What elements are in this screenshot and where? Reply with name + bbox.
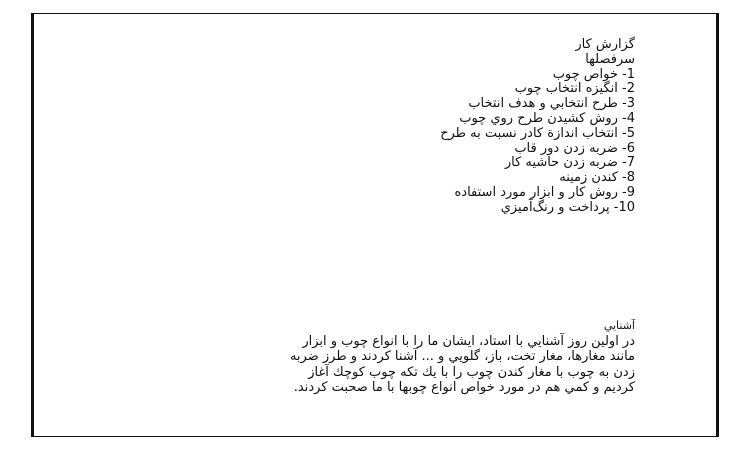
outline-item: 9- روش کار و ابزار مورد استفاده xyxy=(454,184,635,200)
outline-item: 5- انتخاب اندازة کادر نسبت به طرح xyxy=(440,125,635,141)
document-title: گزارش کار xyxy=(575,37,635,52)
outline-item: 4- روش کشيدن طرح روي چوب xyxy=(459,110,635,126)
intro-section xyxy=(75,319,635,395)
outline-item: 8- کندن زمينه xyxy=(559,170,635,186)
outline-item: 1- خواص چوب xyxy=(552,66,635,82)
intro-paragraph-line: کرديم و کمي هم در مورد خواص انواع چوبها با ما صحبت کردند. xyxy=(293,379,635,395)
outline-item: 6- ضربه زدن دور قاب xyxy=(514,140,635,156)
outline-item: 10- پرداخت و رنگ‌آميزي xyxy=(500,199,635,215)
outline-section xyxy=(235,38,635,216)
outline-item: 3- طرح انتخابي و هدف انتخاب xyxy=(468,96,635,112)
outline-heading: سرفصلها xyxy=(585,51,635,67)
intro-paragraph-line: در اولين روز آشنايي با استاد، ايشان ما را با انواع چوب و ابزار xyxy=(302,334,635,349)
intro-heading: آشنايي xyxy=(603,319,635,332)
intro-paragraph-line: زدن به چوب با مغار کندن چوب را با يك تکه چوب کوچك آغاز xyxy=(308,364,635,380)
document-page xyxy=(31,13,719,437)
intro-paragraph-line: مانند مغارها، مغار تخت، باز، گلويي و ... آشنا کردند و طرز ضربه xyxy=(289,349,635,365)
outline-item: 7- ضربه زدن حاشيه کار xyxy=(504,155,635,171)
outline-item: 2- انگیزه انتخاب چوب xyxy=(514,81,635,97)
